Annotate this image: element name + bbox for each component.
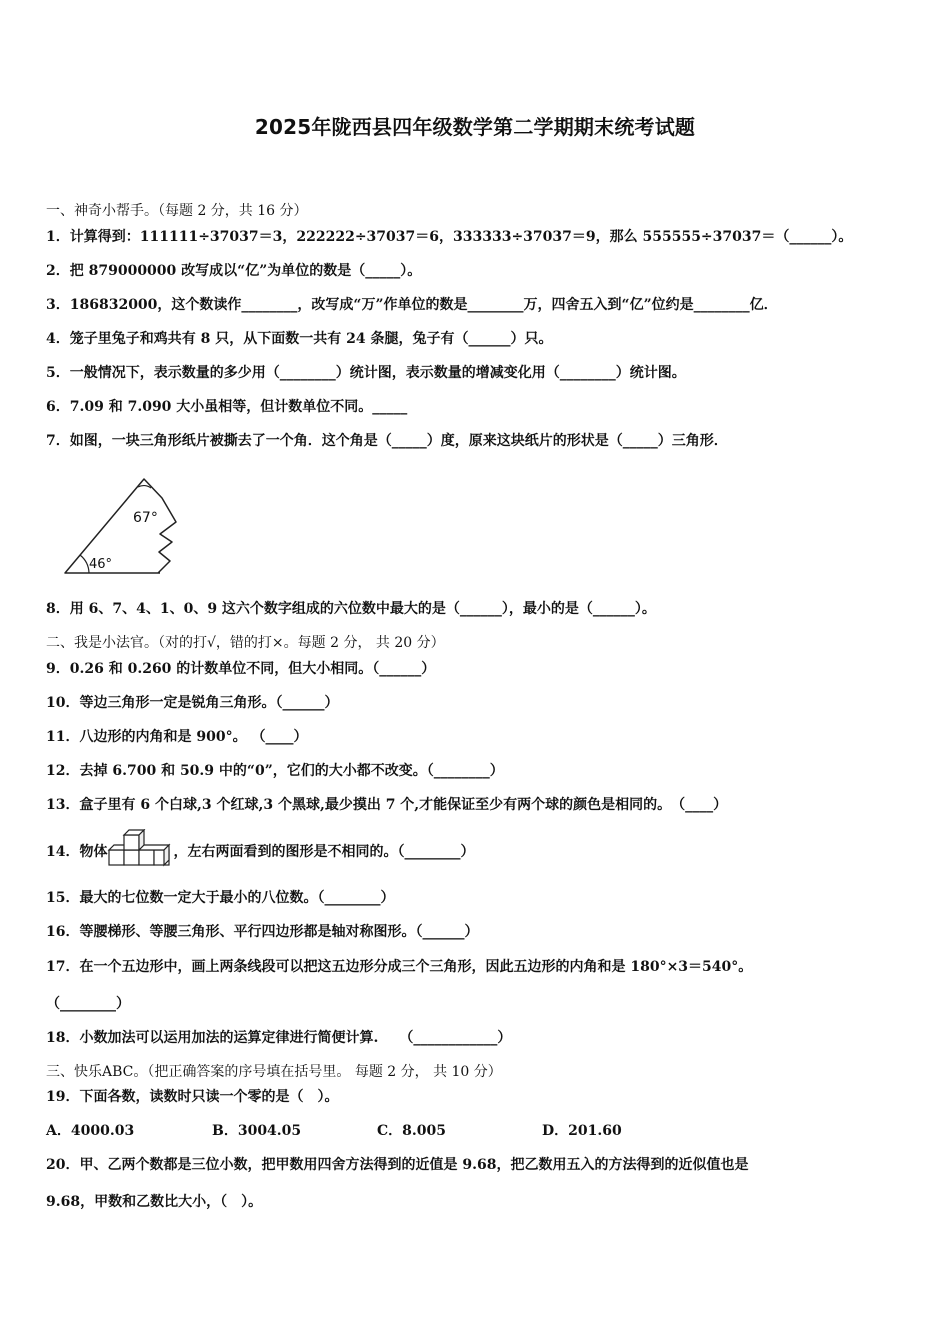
torn-triangle-figure [58, 472, 183, 580]
question-20-continued: 9.68，甲数和乙数比大小，（ ）。 [46, 1194, 263, 1210]
question-1: 1．计算得到：111111÷37037＝3，222222÷37037＝6，333333÷37037＝9，那么 555555÷37037＝（______）。 [46, 229, 853, 245]
section-heading-1: 一、神奇小帮手。（每题 2 分，共 16 分） [46, 203, 308, 219]
question-15: 15．最大的七位数一定大于最小的八位数。（________） [46, 890, 395, 906]
question-9: 9．0.26 和 0.260 的计数单位不同，但大小相同。（______） [46, 661, 436, 677]
question-20: 20．甲、乙两个数都是三位小数，把甲数用四舍方法得到的近值是 9.68，把乙数用五入的方法得到的近似值也是 [46, 1157, 749, 1173]
question-14-prefix: 14．物体 [46, 844, 108, 860]
question-17-answer: （________） [46, 996, 130, 1012]
section-heading-2: 二、我是小法官。（对的打√，错的打×。每题 2 分， 共 20 分） [46, 635, 445, 651]
question-12: 12．去掉 6.700 和 50.9 中的“0”，它们的大小都不改变。（________） [46, 763, 504, 779]
cube-stack-figure [107, 829, 173, 869]
question-2: 2．把 879000000 改写成以“亿”为单位的数是（_____）。 [46, 263, 422, 279]
question-14 [46, 842, 474, 862]
question-8: 8．用 6、7、4、1、0、9 这六个数字组成的六位数中最大的是（______），最小的是（______）。 [46, 601, 656, 617]
question-7: 7．如图，一块三角形纸片被撕去了一个角．这个角是（_____）度，原来这块纸片的形状是（_____）三角形． [46, 433, 728, 449]
question-17: 17．在一个五边形中，画上两条线段可以把这五边形分成三个三角形，因此五边形的内角和是 180°×3＝540°。 [46, 959, 753, 975]
option-c: C．8.005 [377, 1123, 446, 1139]
option-b: B．3004.05 [212, 1123, 302, 1139]
question-6: 6．7.09 和 7.090 大小虽相等，但计数单位不同。_____ [46, 399, 408, 415]
question-14-text: ，左右两面看到的图形是不相同的。（________） [173, 844, 475, 860]
option-a: A．4000.03 [46, 1123, 135, 1139]
question-4: 4．笼子里兔子和鸡共有 8 只，从下面数一共有 24 条腿，兔子有（______）只。 [46, 331, 553, 347]
angle-label-67: 67° [133, 510, 158, 526]
question-13: 13．盒子里有 6 个白球,3 个红球,3 个黑球,最少摸出 7 个,才能保证至少有两个球的颜色是相同的。 （____） [46, 797, 728, 813]
question-16: 16．等腰梯形、等腰三角形、平行四边形都是轴对称图形。（______） [46, 924, 479, 940]
section-heading-3: 三、快乐ABC。（把正确答案的序号填在括号里。 每题 2 分， 共 10 分） [46, 1064, 502, 1080]
question-3: 3．186832000，这个数读作________，改写成“万”作单位的数是________万，四舍五入到“亿”位约是________亿． [46, 297, 778, 313]
question-11: 11．八边形的内角和是 900°。 （____） [46, 729, 308, 745]
angle-label-46: 46° [89, 557, 113, 572]
option-d: D．201.60 [542, 1123, 622, 1139]
question-19: 19．下面各数，读数时只读一个零的是（ ）。 [46, 1089, 339, 1105]
question-10: 10．等边三角形一定是锐角三角形。（______） [46, 695, 339, 711]
question-18: 18．小数加法可以运用加法的运算定律进行简便计算. （____________） [46, 1030, 512, 1046]
page-title: 2025年陇西县四年级数学第二学期期末统考试题 [254, 115, 696, 139]
question-5: 5．一般情况下，表示数量的多少用（________）统计图，表示数量的增减变化用（________）统计图。 [46, 365, 686, 381]
